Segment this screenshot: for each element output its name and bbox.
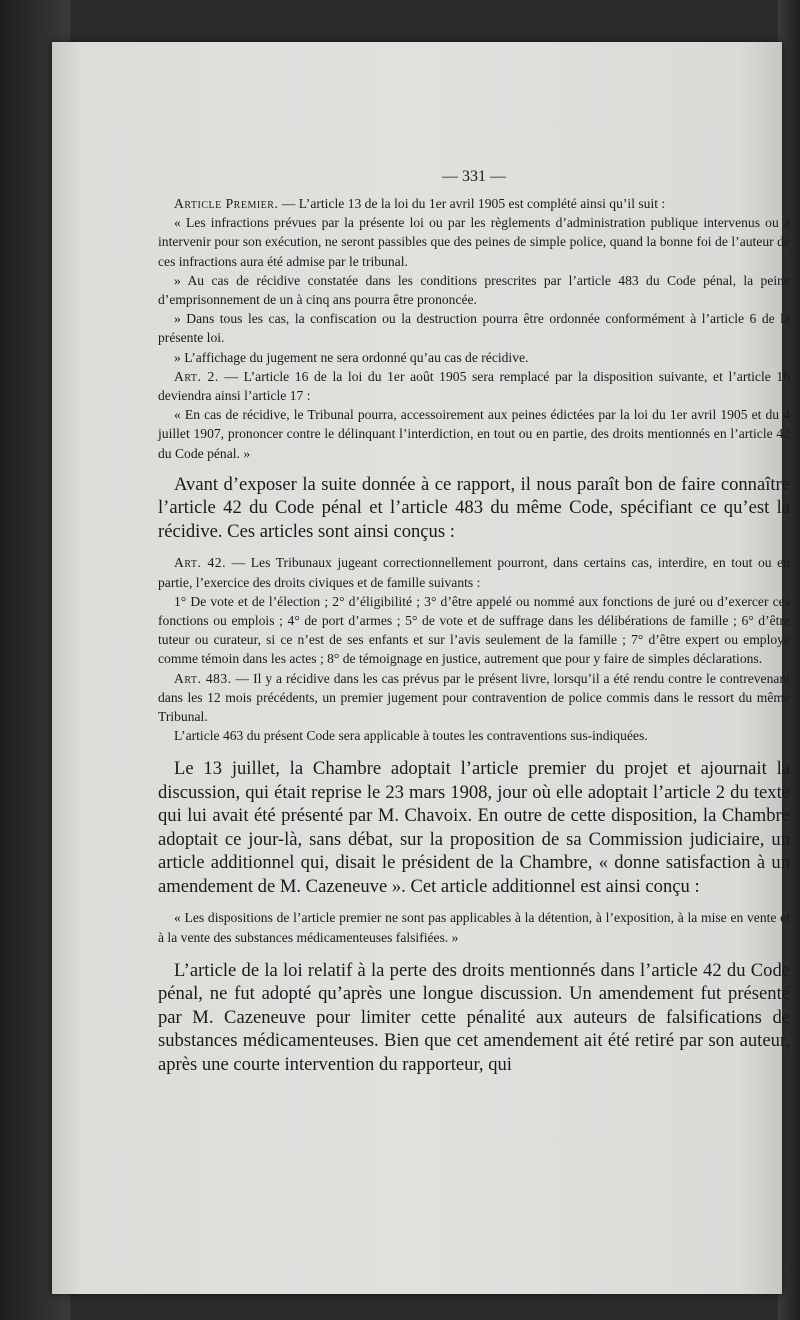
- article-text: — L’article 16 de la loi du 1er août 1905 sera remplacé par la disposition suivante, et l’article 16 deviendra ainsi l’article 17 :: [158, 368, 790, 404]
- article-text: — Les Tribunaux jugeant correctionnellement pourront, dans certains cas, interdire, en tout ou en partie, l’exercice des droits civiques et de famille suivants :: [158, 555, 790, 590]
- body-paragraph: [158, 757, 790, 898]
- quoted-paragraph: « Les infractions prévues par la présente loi ou par les règlements d’administration publique intervenus ou à intervenir pour son exécution, ne seront passibles que des peines de simple police, quand la bonne foi de l’auteur de ces infractions aura été admise par le tribunal.: [158, 215, 790, 269]
- rights-list-paragraph: 1° De vote et de l’élection ; 2° d’éligibilité ; 3° d’être appelé ou nommé aux fonctions de juré ou d’exercer ces fonctions ou emplois ; 4° de port d’armes ; 5° de vote et de suffrage dans les délibérations de famille ; 6° d’être tuteur ou curateur, si ce n’est de ses enfants et sur l’avis seulement de la famille ; 7° d’être expert ou employé comme témoin dans les actes ; 8° de témoignage en justice, autrement que pour y faire de simples déclarations.: [158, 593, 790, 667]
- body-paragraph-text: Le 13 juillet, la Chambre adoptait l’article premier du projet et ajournait la discussion, qui était reprise le 23 mars 1908, jour où elle adoptait l’article 2 du texte qui lui avait été présenté par M. Chavoix. En outre de cette disposition, la Chambre adoptait ce jour-là, sans débat, sur la proposition de sa Commission judiciaire, un article additionnel qui, disait le président de la Chambre, « donne satisfaction à un amendement de M. Cazeneuve ». Cet article additionnel est ainsi conçu :: [158, 758, 790, 897]
- quoted-additional-article: [158, 908, 790, 946]
- quoted-paragraph: » Dans tous les cas, la confiscation ou la destruction pourra être ordonnée conformément à l’article 6 de la présente loi.: [158, 311, 790, 346]
- document-page: [52, 42, 790, 1294]
- article-heading: Art. 42.: [174, 555, 226, 571]
- body-paragraph-text: L’article de la loi relatif à la perte des droits mentionnés dans l’article 42 du Code pénal, ne fut adopté qu’après une longue discussion. Un amendement fut présenté par M. Cazeneuve pour limiter cette pénalité aux auteurs de falsifications de substances médicamenteuses. Bien que cet amendement ait été retiré par son auteur, après une courte intervention du rapporteur, qui: [158, 959, 790, 1075]
- article-text: — Il y a récidive dans les cas prévus par le présent livre, lorsqu’il a été rendu contre le contrevenant dans les 12 mois précédents, un premier jugement pour contravention de police commis dans le ressort du même Tribunal.: [158, 670, 790, 724]
- quoted-paragraph: « En cas de récidive, le Tribunal pourra, accessoirement aux peines édictées par la loi du 1er avril 1905 et du 4 juillet 1907, prononcer contre le délinquant l’interdiction, en tout ou en partie, des droits mentionnés en l’article 42 du Code pénal. »: [158, 407, 790, 461]
- quoted-paragraph: » Au cas de récidive constatée dans les conditions prescrites par l’article 483 du Code pénal, la peine d’emprisonnement de un à cinq ans pourra être prononcée.: [158, 272, 790, 308]
- page-number: — 331 —: [442, 168, 506, 185]
- law-text-block-1: [158, 194, 790, 463]
- article-483-paragraph: [158, 669, 790, 727]
- law-text-block-2: [158, 553, 790, 745]
- article-2-paragraph: [158, 367, 790, 405]
- article-463-paragraph: L’article 463 du présent Code sera applicable à toutes les contraventions sus-indiquées.: [174, 728, 648, 744]
- article-heading: Art. 483.: [174, 670, 232, 686]
- body-paragraph: [158, 959, 790, 1077]
- article-premier-paragraph: [158, 194, 790, 213]
- article-text: — L’article 13 de la loi du 1er avril 1905 est complété ainsi qu’il suit :: [278, 196, 666, 211]
- article-42-paragraph: [158, 553, 790, 591]
- article-heading: Article Premier.: [174, 196, 279, 211]
- body-paragraph: [158, 473, 790, 544]
- article-heading: Art. 2.: [174, 368, 219, 384]
- body-paragraph-text: Avant d’exposer la suite donnée à ce rapport, il nous paraît bon de faire connaître l’article 42 du Code pénal et l’article 483 du même Code, spécifiant ce qu’est la récidive. Ces articles sont ainsi conçus :: [158, 473, 790, 542]
- quoted-paragraph: « Les dispositions de l’article premier ne sont pas applicables à la détention, à l’exposition, à la mise en vente et à la vente des substances médicamenteuses falsifiées. »: [158, 910, 790, 945]
- page-content: [158, 168, 790, 1076]
- quoted-paragraph: » L’affichage du jugement ne sera ordonné qu’au cas de récidive.: [174, 349, 529, 365]
